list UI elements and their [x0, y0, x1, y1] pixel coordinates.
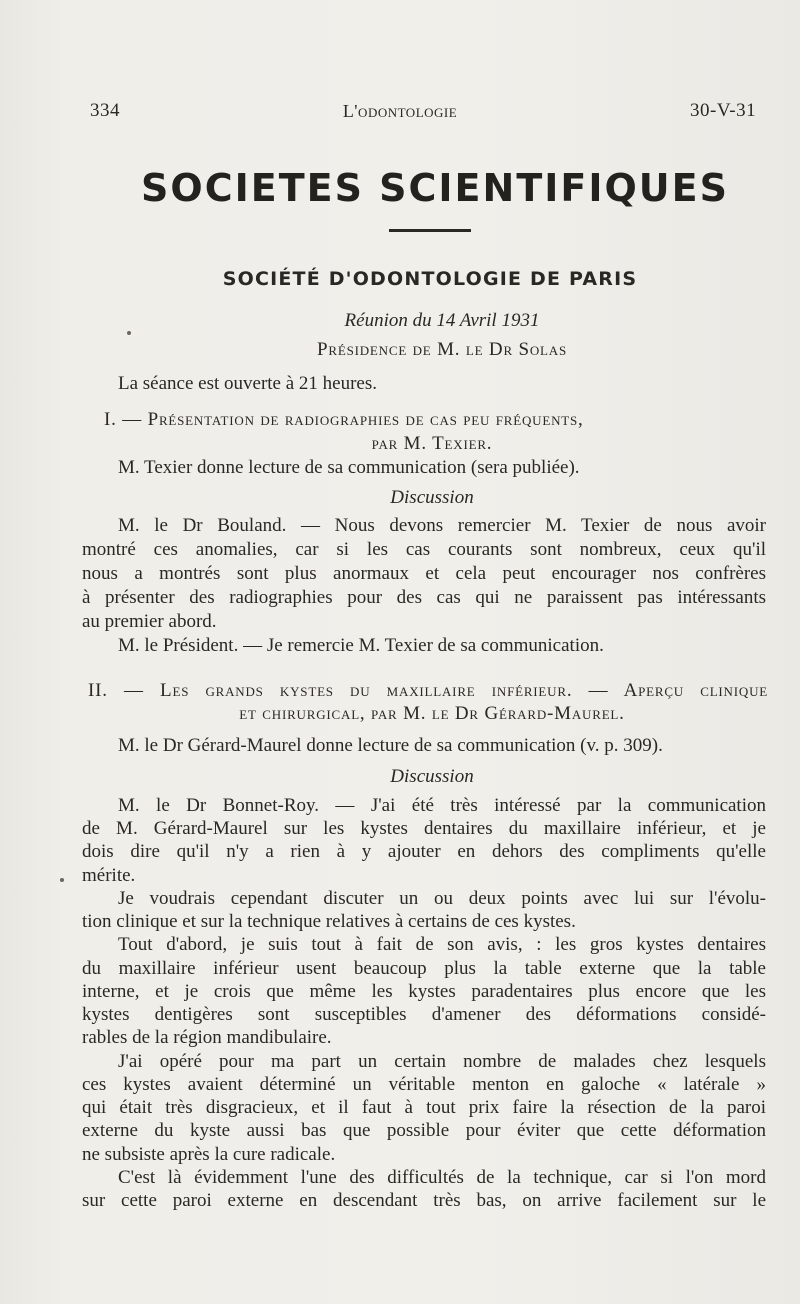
- item-1-author: par M. Texier.: [371, 433, 493, 454]
- body-line: M. le Président. — Je remercie M. Texier de sa communication.: [118, 635, 604, 656]
- body-line: de M. Gérard-Maurel sur les kystes dentaires du maxillaire inférieur, et je: [82, 818, 766, 839]
- running-title: L'odontologie: [342, 101, 458, 121]
- print-speck: [127, 331, 131, 335]
- body-line: externe du kyste aussi bas que possible pour éviter que cette déformation: [82, 1120, 766, 1141]
- body-line: au premier abord.: [82, 611, 217, 632]
- body-line: M. le Dr Bouland. — Nous devons remercier M. Texier de nous avoir: [118, 515, 766, 536]
- discussion-heading: Discussion: [390, 766, 474, 787]
- body-line: mérite.: [82, 865, 136, 886]
- body-line: J'ai opéré pour ma part un certain nombre de malades chez lesquels: [118, 1051, 766, 1072]
- item-2-heading: II. — Les grands kystes du maxillaire inférieur. — Aperçu clinique: [88, 680, 768, 701]
- body-line: C'est là évidemment l'une des difficultés de la technique, car si l'on mord: [118, 1167, 766, 1188]
- discussion-heading: Discussion: [390, 487, 474, 508]
- body-line: M. le Dr Bonnet-Roy. — J'ai été très intéressé par la communication: [118, 795, 766, 816]
- item-1-heading: I. — Présentation de radiographies de cas peu fréquents,: [104, 409, 584, 430]
- meeting-line: Réunion du 14 Avril 1931: [344, 310, 540, 331]
- body-line: rables de la région mandibulaire.: [82, 1027, 332, 1048]
- presidence-line: Présidence de M. le Dr Solas: [317, 339, 567, 360]
- body-line: Tout d'abord, je suis tout à fait de son avis, : les gros kystes dentaires: [118, 934, 766, 955]
- opening-line: La séance est ouverte à 21 heures.: [118, 373, 378, 394]
- body-line: kystes dentigères sont susceptibles d'amener des déformations considé-: [82, 1004, 766, 1025]
- body-line: sur cette paroi externe en descendant très bas, on arrive facilement sur le: [82, 1190, 766, 1211]
- section-title: SOCIETES SCIENTIFIQUES: [141, 166, 729, 210]
- body-line: qui était très disgracieux, et il faut à tout prix faire la résection de la paroi: [82, 1097, 766, 1118]
- society-heading: SOCIÉTÉ D'ODONTOLOGIE DE PARIS: [222, 268, 638, 290]
- body-line: du maxillaire inférieur usent beaucoup plus la table externe que la table: [82, 958, 766, 979]
- body-line: ne subsiste après la cure radicale.: [82, 1144, 336, 1165]
- body-line: tion clinique et sur la technique relatives à certains de ces kystes.: [82, 911, 576, 932]
- body-line: interne, et je crois que même les kystes paradentaires plus encore que les: [82, 981, 766, 1002]
- body-line: à présenter des radiographies pour des cas qui ne paraissent pas intéressants: [82, 587, 766, 608]
- page-number: 334: [90, 100, 120, 121]
- body-line: ces kystes avaient déterminé un véritable menton en galoche « latérale »: [82, 1074, 766, 1095]
- title-rule: [389, 229, 471, 232]
- item-2-author: et chirurgical, par M. le Dr Gérard-Maurel.: [239, 703, 625, 724]
- issue-date: 30-V-31: [690, 100, 757, 121]
- body-line: montré ces anomalies, car si les cas courants sont nombreux, ceux qu'il: [82, 539, 766, 560]
- body-line: M. Texier donne lecture de sa communication (sera publiée).: [118, 457, 580, 478]
- body-line: dois dire qu'il n'y a rien à y ajouter en dehors des compliments qu'elle: [82, 841, 766, 862]
- body-line: M. le Dr Gérard-Maurel donne lecture de sa communication (v. p. 309).: [118, 735, 663, 756]
- body-line: Je voudrais cependant discuter un ou deux points avec lui sur l'évolu-: [118, 888, 766, 909]
- print-speck: [60, 878, 64, 882]
- body-line: nous a montrés sont plus anormaux et cela peut encourager nos confrères: [82, 563, 766, 584]
